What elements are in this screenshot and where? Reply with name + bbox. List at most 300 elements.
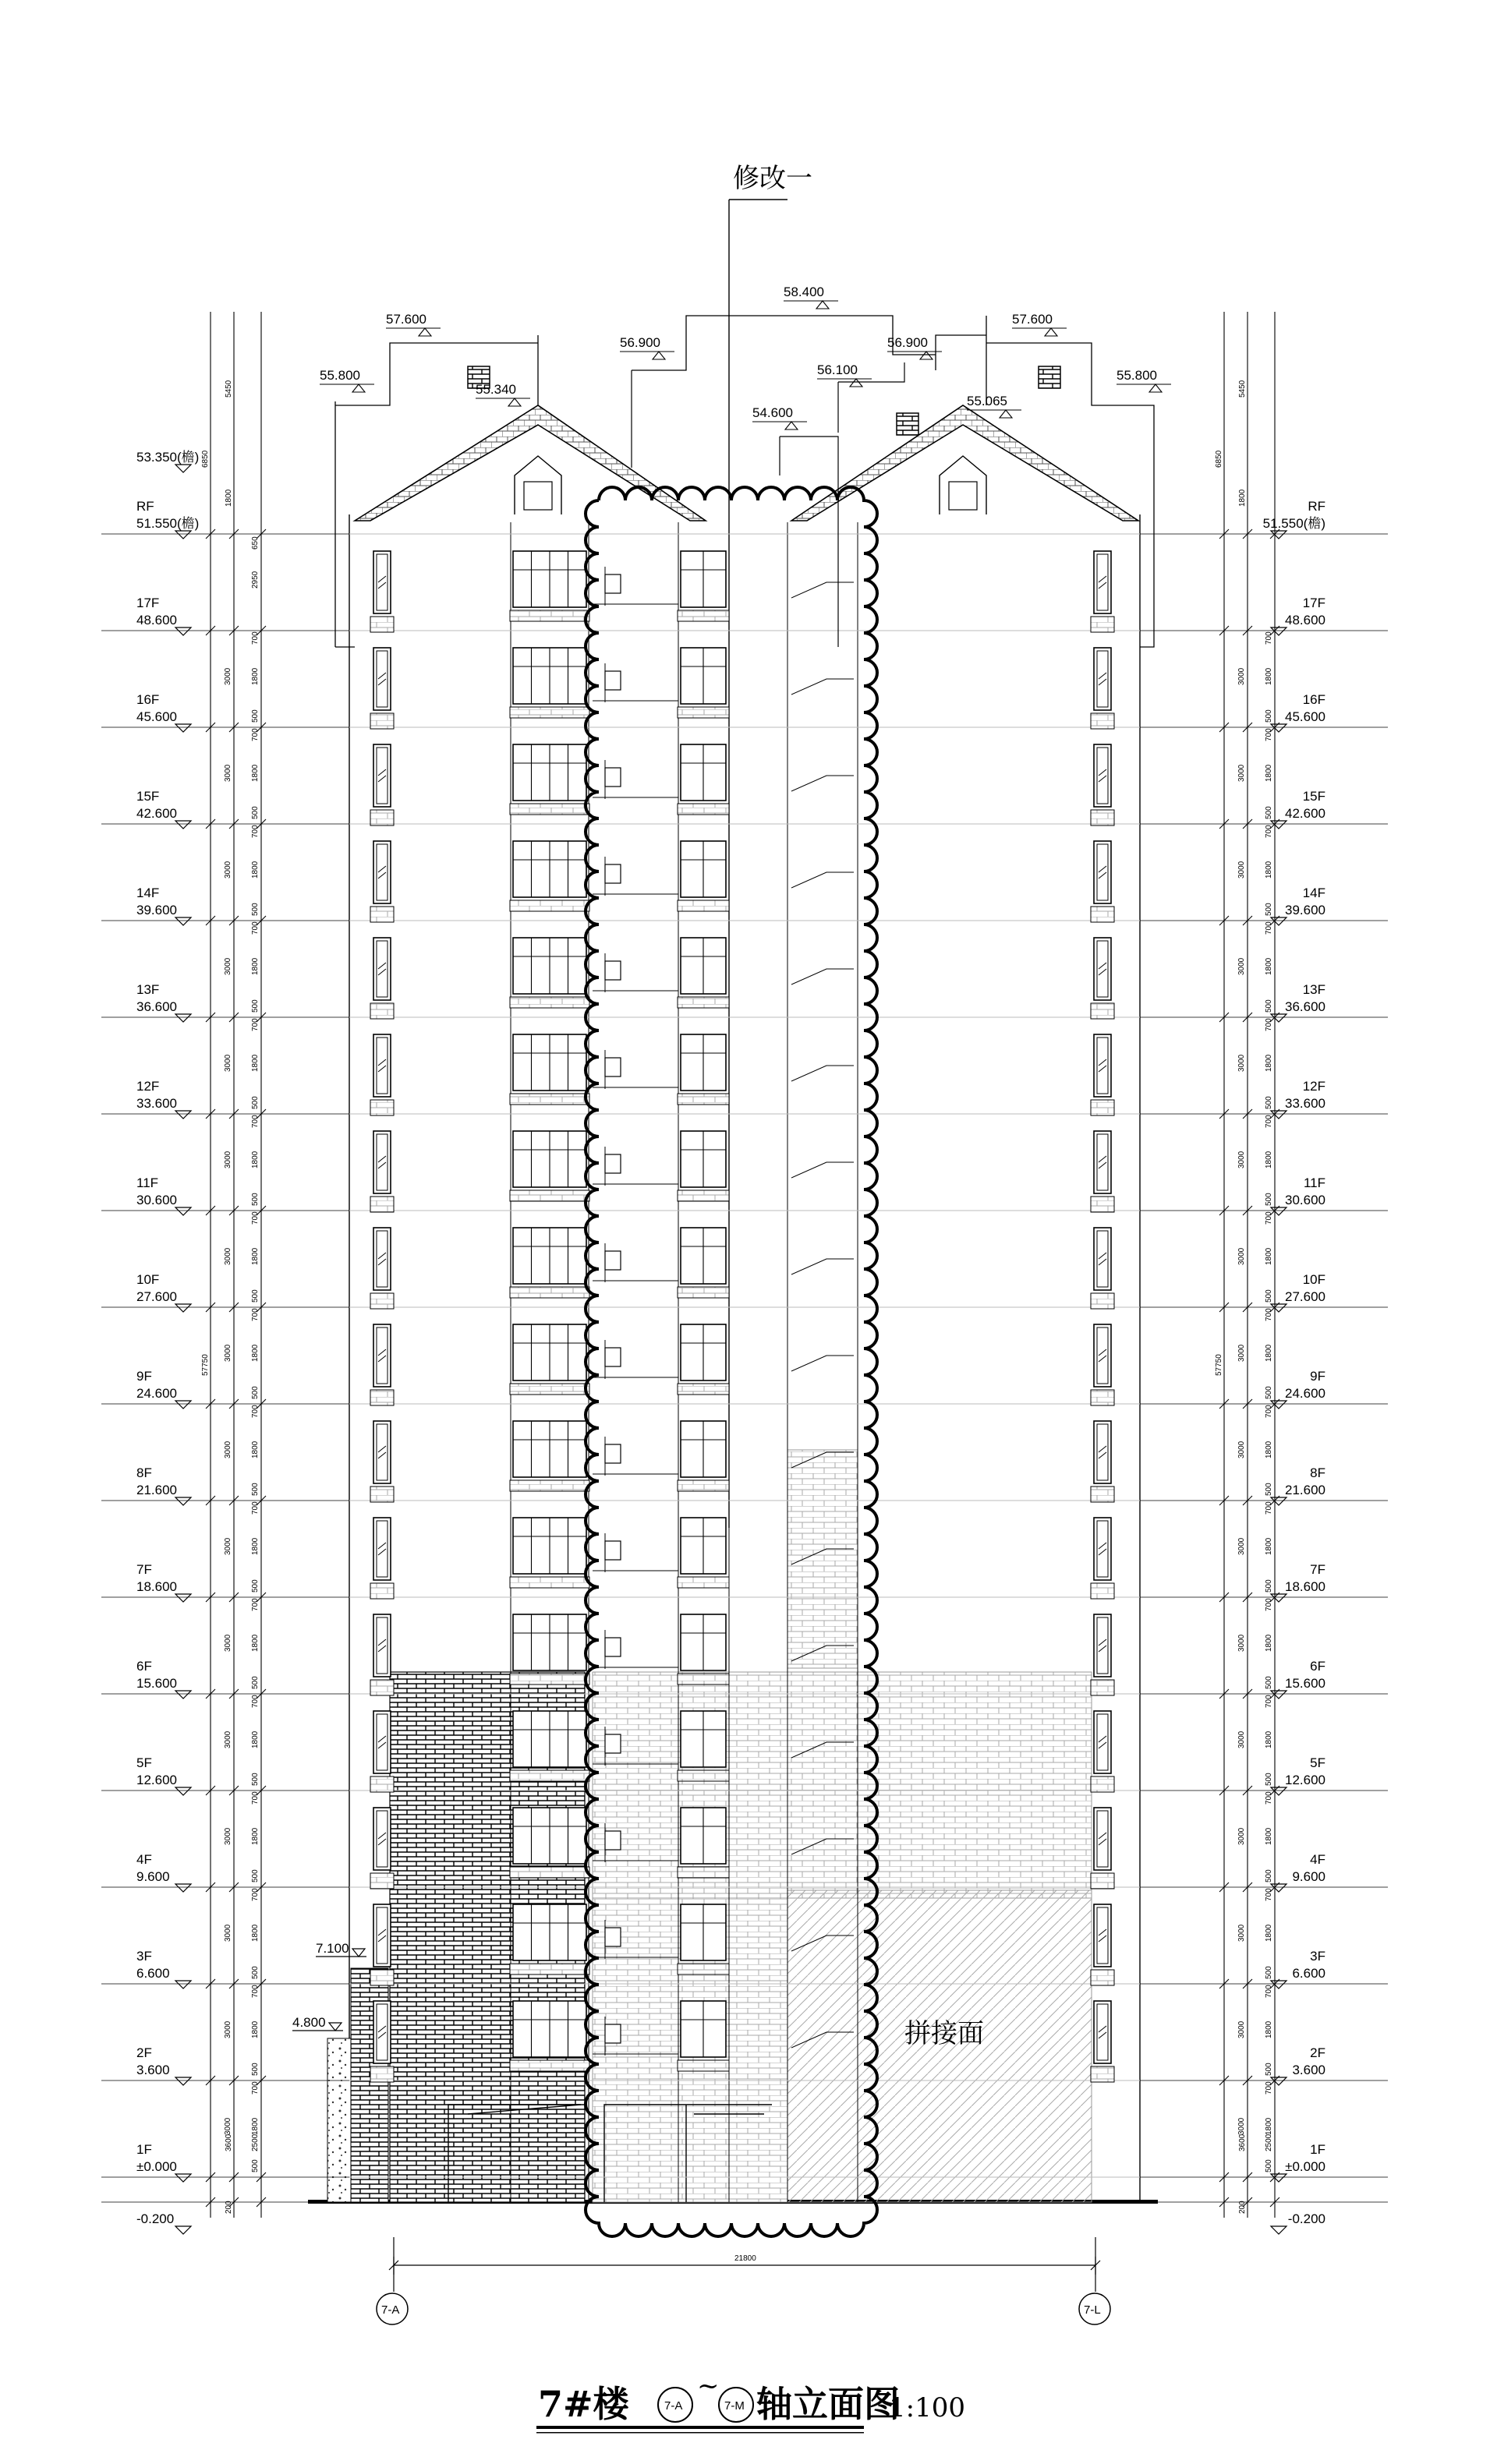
roof-group <box>335 316 1154 647</box>
level-floor-label: 14F <box>136 886 160 900</box>
level-elevation-label: 39.600 <box>1285 903 1325 917</box>
level-floor-label: 5F <box>1310 1755 1325 1770</box>
dim-floor-height-right: 3000 <box>1237 2117 1246 2135</box>
level-left-15F <box>136 789 191 829</box>
level-triangle <box>1271 1787 1286 1795</box>
dim-sill-left: 500 <box>251 1869 260 1882</box>
balcony-door <box>605 768 621 787</box>
level-left-7F <box>136 1562 191 1602</box>
level-left-2F <box>136 2045 191 2085</box>
level-triangle <box>175 627 191 635</box>
level-floor-label: 17F <box>136 596 160 610</box>
dim-floor-height-left: 3000 <box>224 1441 232 1458</box>
level-elevation-label: 18.600 <box>1285 1579 1325 1594</box>
living-window <box>510 648 589 718</box>
level-elevation-label: 15.600 <box>136 1676 177 1691</box>
dim-head-right: 700 <box>1265 1405 1273 1418</box>
level-left-5F <box>136 1755 191 1795</box>
level-elevation-label: 24.600 <box>136 1386 177 1401</box>
living-window <box>510 2001 589 2071</box>
level-elevation-label: 42.600 <box>136 806 177 821</box>
roof-level-3 <box>620 335 674 359</box>
level-triangle <box>175 1304 191 1312</box>
living-window <box>510 551 589 621</box>
living-window <box>510 938 589 1008</box>
living-window <box>510 841 589 911</box>
bedroom-window <box>678 1324 729 1395</box>
dim-sill-left: 500 <box>251 2063 260 2076</box>
level-triangle <box>175 917 191 925</box>
level-floor-label: 9F <box>1310 1369 1325 1384</box>
living-window <box>510 1421 589 1491</box>
living-window <box>510 1324 589 1395</box>
roof-level-triangle <box>784 301 838 309</box>
level-floor-label: 9F <box>136 1369 152 1384</box>
dim-head-left: 700 <box>251 2081 260 2095</box>
dim-window-height-left: 1800 <box>251 1441 260 1458</box>
level-left-16F <box>136 692 191 732</box>
level-elevation-label: 24.600 <box>1285 1386 1325 1401</box>
dim-sill-left: 500 <box>251 709 260 723</box>
dim-window-height-right: 1800 <box>1265 1151 1273 1168</box>
dim-window-height-right: 1800 <box>1265 1827 1273 1845</box>
level-floor-label: 6F <box>1310 1659 1325 1674</box>
dim-head-right: 700 <box>1265 1115 1273 1128</box>
roof-level-value: 55.340 <box>476 382 516 397</box>
level-left-outdoor <box>136 2211 191 2234</box>
width-dimension-value: 21800 <box>734 2254 756 2263</box>
dim-sill-left: 500 <box>251 1096 260 1109</box>
level-right-15F <box>1271 789 1325 829</box>
balcony-door <box>605 671 621 690</box>
dim-sill-right: 500 <box>1265 1386 1273 1399</box>
dim-total-height-right: 57750 <box>1215 1354 1223 1376</box>
living-window <box>510 744 589 815</box>
level-elevation-label: -0.200 <box>136 2211 175 2226</box>
dim-sill-left: 500 <box>251 1289 260 1303</box>
dim-sill-left: 500 <box>251 999 260 1013</box>
dim-floor-height-left: 3000 <box>224 1344 232 1362</box>
dim-head-left: 700 <box>251 1985 260 1998</box>
dim-floor-height-left: 3000 <box>224 1634 232 1652</box>
dim-total-height-left: 57750 <box>201 1354 210 1376</box>
roof-level-triangle <box>887 352 942 359</box>
level-elevation-label: 39.600 <box>136 903 177 917</box>
dim-head-left: 700 <box>251 728 260 741</box>
level-triangle <box>1271 531 1286 539</box>
dim-ground-door-right: 2500 <box>1265 2133 1273 2151</box>
level-elevation-label: 12.600 <box>1285 1773 1325 1787</box>
dim-window-height-right: 1800 <box>1265 1730 1273 1748</box>
bedroom-window <box>678 551 729 621</box>
dim-window-height-right: 1800 <box>1265 2020 1273 2038</box>
side-window-right <box>1091 1131 1114 1212</box>
level-elevation-label: 9.600 <box>1292 1869 1325 1884</box>
dim-floor-height-left: 3000 <box>224 2117 232 2135</box>
level-triangle <box>1271 1884 1286 1892</box>
dim-floor-height-right: 3000 <box>1237 1924 1246 1942</box>
balcony-door <box>605 1734 621 1753</box>
stair-window <box>791 969 854 985</box>
level-triangle <box>1271 1304 1286 1312</box>
side-window-left <box>370 2001 394 2082</box>
level-triangle <box>175 724 191 732</box>
stair-brick-strip <box>787 1450 858 1668</box>
dim-window-height-right: 1800 <box>1265 1537 1273 1555</box>
level-right-RF <box>1263 499 1325 539</box>
revision-note: 修改一 <box>733 163 812 194</box>
dim-ground-floor-right: 3600 <box>1238 2133 1247 2151</box>
level-right-11F <box>1271 1175 1325 1215</box>
level-floor-label: 11F <box>136 1175 159 1190</box>
level-floor-label: 7F <box>1310 1562 1325 1577</box>
dim-floor-height-right: 3000 <box>1237 2020 1246 2038</box>
level-floor-label: 12F <box>136 1079 160 1094</box>
side-window-right <box>1091 1518 1114 1599</box>
dim-floor-height-left: 3000 <box>224 764 232 782</box>
living-window <box>510 1614 589 1684</box>
level-elevation-label: ±0.000 <box>136 2159 177 2174</box>
roof-level-value: 56.900 <box>887 335 928 350</box>
level-floor-label: RF <box>136 499 154 514</box>
level-elevation-label: 36.600 <box>136 999 177 1014</box>
level-triangle <box>175 1401 191 1409</box>
roof-level-triangle <box>752 422 807 430</box>
axis-bubble-left <box>377 2293 408 2324</box>
level-elevation-label: 33.600 <box>1285 1096 1325 1111</box>
level-floor-label: 17F <box>1302 596 1325 610</box>
dim-sill-right: 500 <box>1265 1289 1273 1303</box>
stair-window <box>791 1066 854 1081</box>
level-left-6F <box>136 1659 191 1699</box>
balcony-door <box>605 1638 621 1656</box>
roof-level-1 <box>320 368 374 392</box>
level-elevation-label: 27.600 <box>1285 1289 1325 1304</box>
living-window <box>510 1518 589 1588</box>
level-triangle <box>175 1014 191 1022</box>
level-right-14F <box>1271 886 1325 925</box>
side-window-right <box>1091 744 1114 825</box>
dim-head-right: 700 <box>1265 1985 1273 1998</box>
side-window-right <box>1091 1228 1114 1309</box>
dim-sill-right: 500 <box>1265 1193 1273 1206</box>
dim-top-floor-b: 2950 <box>251 571 260 589</box>
side-window-right <box>1091 1421 1114 1502</box>
dim-window-height-left: 1800 <box>251 957 260 975</box>
roof-level-0 <box>386 312 441 336</box>
dim-parapet-left: 1800 <box>225 489 233 507</box>
roof-level-value: 57.600 <box>1012 312 1053 327</box>
level-elevation-label: 45.600 <box>1285 709 1325 724</box>
dim-head-left: 700 <box>251 1695 260 1708</box>
stair-window <box>791 1259 854 1274</box>
drawing-title <box>536 2370 965 2434</box>
level-floor-label: 2F <box>136 2045 152 2060</box>
level-right-2F <box>1271 2045 1325 2085</box>
dim-plinth-left: 200 <box>225 2201 233 2214</box>
level-right-8F <box>1271 1465 1325 1505</box>
dim-head-right: 700 <box>1265 1695 1273 1708</box>
level-floor-label: 8F <box>136 1465 152 1480</box>
stair-window <box>791 582 854 598</box>
side-window-right <box>1091 1904 1114 1985</box>
dormer-right-window <box>949 482 977 510</box>
level-elevation-label: ±0.000 <box>1285 2159 1325 2174</box>
dim-window-height-right: 1800 <box>1265 667 1273 685</box>
bedroom-window <box>678 1808 729 1878</box>
level-floor-label: 15F <box>136 789 160 804</box>
title-axis-to: 7-M <box>724 2399 745 2413</box>
bedroom-window <box>678 1711 729 1781</box>
level-triangle <box>175 1207 191 1215</box>
stair-window <box>791 1162 854 1178</box>
dim-head-right: 700 <box>1265 1598 1273 1611</box>
title-scale: 1:100 <box>889 2392 965 2423</box>
dim-floor-height-right: 3000 <box>1237 1344 1246 1362</box>
title-underline-thin <box>536 2432 864 2434</box>
side-window-left <box>370 551 394 632</box>
dim-window-height-right: 1800 <box>1265 1344 1273 1362</box>
level-left-9F <box>136 1369 191 1409</box>
dim-window-height-left: 1800 <box>251 1151 260 1168</box>
level-triangle <box>175 1884 191 1892</box>
roof-level-value: 57.600 <box>386 312 426 327</box>
stair-window <box>791 872 854 888</box>
level-triangle <box>175 1691 191 1699</box>
dim-top-left: 6850 <box>201 450 210 468</box>
level-floor-label: 1F <box>136 2142 152 2157</box>
balcony-door <box>605 1058 621 1076</box>
living-window <box>510 1711 589 1781</box>
dim-head-left: 700 <box>251 1598 260 1611</box>
level-right-6F <box>1271 1659 1325 1699</box>
roof-level-value: 58.400 <box>784 285 824 299</box>
level-triangle <box>175 2077 191 2085</box>
level-right-17F <box>1271 596 1325 635</box>
bedroom-window <box>678 1131 729 1201</box>
level-floor-label: 8F <box>1310 1465 1325 1480</box>
dim-window-height-right: 1800 <box>1265 2117 1273 2135</box>
level-right-7F <box>1271 1562 1325 1602</box>
balcony-door <box>605 961 621 980</box>
level-elevation-label: 3.600 <box>1292 2063 1325 2077</box>
level-triangle <box>1271 1594 1286 1602</box>
level-triangle <box>175 465 191 472</box>
roof-level-triangle <box>620 352 674 359</box>
podium-stone-base <box>327 2038 351 2202</box>
level-triangle <box>1271 2174 1286 2182</box>
title-underline <box>536 2426 864 2429</box>
balcony-door <box>605 864 621 883</box>
dim-window-height-left: 1800 <box>251 1247 260 1265</box>
revision-leader <box>729 200 787 1528</box>
level-floor-label: RF <box>1308 499 1325 514</box>
side-window-left <box>370 1324 394 1405</box>
level-triangle <box>175 821 191 829</box>
dim-sill-left: 500 <box>251 903 260 916</box>
side-window-left <box>370 1034 394 1115</box>
level-floor-label: 14F <box>1302 886 1325 900</box>
dim-window-height-left: 1800 <box>251 1344 260 1362</box>
level-floor-label: 10F <box>136 1272 160 1287</box>
level-elevation-label: 3.600 <box>136 2063 170 2077</box>
balcony-door <box>605 1928 621 1946</box>
dim-floor-height-right: 3000 <box>1237 667 1246 685</box>
side-window-right <box>1091 648 1114 729</box>
side-window-left <box>370 648 394 729</box>
dim-head-left: 700 <box>251 1115 260 1128</box>
dim-sill-right: 500 <box>1265 1676 1273 1689</box>
living-window <box>510 1228 589 1298</box>
roof-level-value: 55.800 <box>320 368 360 383</box>
level-elevation-label: 30.600 <box>1285 1193 1325 1207</box>
dim-head-left: 700 <box>251 1501 260 1515</box>
side-window-left <box>370 938 394 1019</box>
level-elevation-label: 12.600 <box>136 1773 177 1787</box>
dim-window-height-left: 1800 <box>251 667 260 685</box>
dim-window-height-left: 1800 <box>251 1827 260 1845</box>
roof-level-triangle <box>1117 384 1171 392</box>
dim-top-floor-a: 650 <box>251 536 260 550</box>
level-elevation-label: 36.600 <box>1285 999 1325 1014</box>
roof-level-value: 55.065 <box>967 394 1007 408</box>
left-level-marks <box>136 450 199 2234</box>
dim-window-height-left: 1800 <box>251 861 260 878</box>
dim-head-right: 700 <box>1265 921 1273 935</box>
level-floor-label: 5F <box>136 1755 152 1770</box>
level-left-1F <box>136 2142 191 2182</box>
level-elevation-label: 51.550(檐) <box>1262 516 1325 531</box>
dim-head-left: 700 <box>251 1308 260 1321</box>
dim-floor-height-left: 3000 <box>224 1537 232 1555</box>
dim-sill-left: 500 <box>251 1676 260 1689</box>
svg-text:7-L: 7-L <box>1084 2303 1101 2317</box>
dim-sill-left: 500 <box>251 1483 260 1496</box>
dim-head-left: 700 <box>251 1791 260 1805</box>
level-elevation-label: 6.600 <box>136 1966 170 1981</box>
level-right-16F <box>1271 692 1325 732</box>
side-window-right <box>1091 551 1114 632</box>
axis-bubble-right <box>1079 2293 1110 2324</box>
dim-floor-height-left: 3000 <box>224 1247 232 1265</box>
level-left-4F <box>136 1852 191 1892</box>
bedroom-window <box>678 744 729 815</box>
roof-level-5 <box>887 335 942 359</box>
dim-ground-door-left: 2500 <box>251 2133 260 2151</box>
roof-level-triangle <box>817 379 872 387</box>
width-dimension <box>389 2237 1100 2292</box>
level-triangle <box>175 1787 191 1795</box>
dim-sill-left: 500 <box>251 1193 260 1206</box>
bedroom-window <box>678 938 729 1008</box>
stair-window <box>791 776 854 791</box>
roof-level-7 <box>752 405 807 430</box>
dim-floor-height-right: 3000 <box>1237 1054 1246 1072</box>
level-triangle <box>1271 1691 1286 1699</box>
dim-floor-height-left: 3000 <box>224 1827 232 1845</box>
bedroom-window <box>678 1421 729 1491</box>
level-floor-label: 4F <box>136 1852 152 1867</box>
dim-window-height-left: 1800 <box>251 1054 260 1072</box>
side-window-right <box>1091 1034 1114 1115</box>
dim-head-right: 700 <box>1265 1888 1273 1901</box>
stair-window <box>791 1356 854 1371</box>
dim-window-height-right: 1800 <box>1265 1634 1273 1652</box>
level-triangle <box>1271 1401 1286 1409</box>
dim-plinth-right: 200 <box>1238 2201 1247 2214</box>
balcony-door <box>605 574 621 593</box>
level-triangle <box>1271 917 1286 925</box>
side-window-left <box>370 1518 394 1599</box>
roof-level-triangle <box>1012 328 1067 336</box>
dim-floor-height-right: 3000 <box>1237 1151 1246 1168</box>
level-floor-label: 4F <box>1310 1852 1325 1867</box>
level-floor-label: 12F <box>1302 1079 1325 1094</box>
side-window-left <box>370 1131 394 1212</box>
level-triangle <box>1271 1981 1286 1989</box>
dim-head-left: 700 <box>251 825 260 838</box>
level-triangle <box>1271 1111 1286 1119</box>
level-floor-label: 11F <box>1303 1175 1325 1190</box>
dormer-left-window <box>524 482 552 510</box>
side-window-left <box>370 744 394 825</box>
side-window-right <box>1091 1324 1114 1405</box>
dim-sill-right: 500 <box>1265 1483 1273 1496</box>
level-right-9F <box>1271 1369 1325 1409</box>
dim-floor-height-right: 3000 <box>1237 1537 1246 1555</box>
dim-head-right: 700 <box>1265 1501 1273 1515</box>
side-window-left <box>370 841 394 922</box>
dim-head-right: 700 <box>1265 1211 1273 1225</box>
level-left-10F <box>136 1272 191 1312</box>
balcony-door <box>605 1251 621 1270</box>
dim-head-right: 700 <box>1265 2081 1273 2095</box>
balcony-door <box>605 1541 621 1560</box>
title-prefix: 7#楼 <box>538 2383 629 2425</box>
dim-window-height-right: 1800 <box>1265 861 1273 878</box>
level-left-17F <box>136 596 191 635</box>
level-elevation-label: -0.200 <box>1287 2211 1325 2226</box>
level-right-13F <box>1271 982 1325 1022</box>
dim-head-right: 700 <box>1265 825 1273 838</box>
dim-sill-right: 500 <box>1265 2063 1273 2076</box>
level-elevation-label: 30.600 <box>136 1193 177 1207</box>
dim-head-right: 700 <box>1265 1308 1273 1321</box>
bedroom-window <box>678 1518 729 1588</box>
level-right-10F <box>1271 1272 1325 1312</box>
roof-level-6 <box>817 362 872 387</box>
roof-level-4 <box>784 285 838 309</box>
dim-sill-right: 500 <box>1265 709 1273 723</box>
living-window <box>510 1808 589 1878</box>
svg-text:4.800: 4.800 <box>292 2015 326 2030</box>
dim-head-left: 700 <box>251 1405 260 1418</box>
dim-floor-height-left: 3000 <box>224 957 232 975</box>
level-elevation-label: 51.550(檐) <box>136 516 200 531</box>
roof-level-9 <box>1012 312 1067 336</box>
dim-floor-height-left: 3000 <box>224 1151 232 1168</box>
level-floor-label: 3F <box>136 1949 152 1964</box>
dim-floor-height-left: 3000 <box>224 1924 232 1942</box>
dim-floor-height-right: 3000 <box>1237 1247 1246 1265</box>
roof-level-value: 54.600 <box>752 405 793 420</box>
side-window-left <box>370 1421 394 1502</box>
dim-head-right: 700 <box>1265 1018 1273 1031</box>
level-triangle <box>1271 627 1286 635</box>
level-triangle <box>175 1981 191 1989</box>
dim-floor-height-right: 3000 <box>1237 764 1246 782</box>
dim-floor-height-right: 3000 <box>1237 1827 1246 1845</box>
